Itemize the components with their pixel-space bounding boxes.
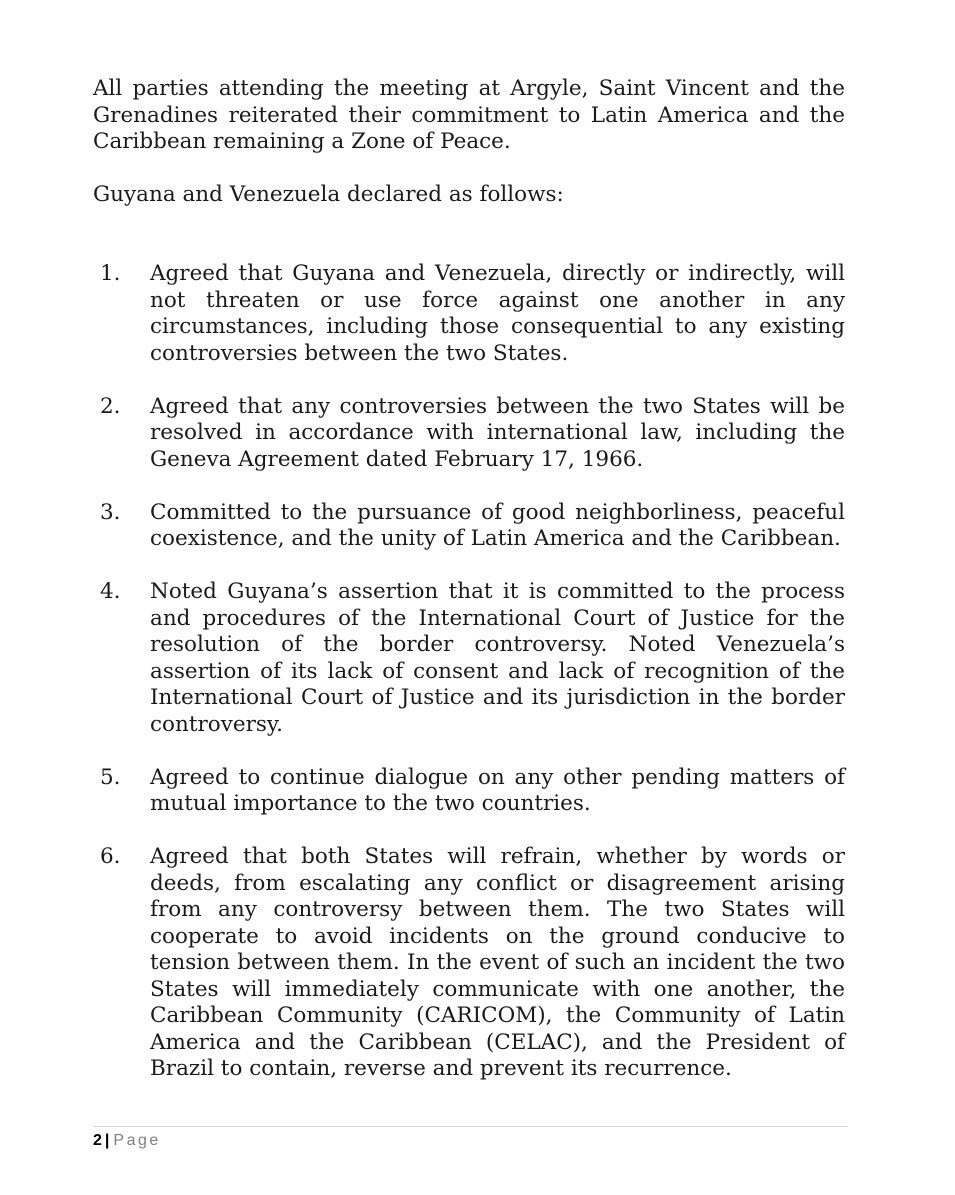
item-text: Agreed that any controversies between the two States will be resolved in accordance with international law, including the Geneva Agreement dated February 17, 1966. [150,393,845,472]
declaration-item-3 [93,500,845,553]
declaration-item-2 [93,394,845,474]
intro-paragraph: All parties attending the meeting at Argyle, Saint Vincent and the Grenadines reiterated their commitment to Latin America and the Caribbean remaining a Zone of Peace. [93,76,845,154]
item-text: Agreed that Guyana and Venezuela, directly or indirectly, will not threaten or use force against one another in any circumstances, including those consequential to any existing controversies between the two States. [150,261,845,366]
item-number: 2. [100,393,121,419]
document-body [93,76,845,1109]
declaration-item-6 [93,844,845,1083]
item-number: 3. [100,499,121,525]
item-text: Agreed that both States will refrain, whether by words or deeds, from escalating any conflict or disagreement arising from any controversy between them. The two States will cooperate to avoid incidents on the ground conducive to tension between them. In the event of such an incident the two States will immediately communicate with one another, the Caribbean Community (CARICOM), the Community of Latin America and the Caribbean (CELAC), and the President of Brazil to contain, reverse and prevent its recurrence. [150,844,845,1081]
item-number: 1. [100,261,121,286]
footer-divider [93,1126,848,1127]
item-text: Noted Guyana’s assertion that it is committed to the process and procedures of the International Court of Justice for the resolution of the border controversy. Noted Venezuela’s assertion of its lack of consent and lack of recognition of the International Court of Justice and its jurisdiction in the border controversy. [150,579,845,737]
declaration-item-1 [93,261,845,367]
page-footer [93,1130,161,1152]
item-text: Committed to the pursuance of good neighborliness, peaceful coexistence, and the unity of Latin America and the Caribbean. [150,499,845,551]
item-number: 5. [100,764,121,790]
item-number: 6. [100,844,121,869]
page-label: Page [113,1132,161,1149]
declaration-list [93,261,845,1083]
item-text: Agreed to continue dialogue on any other pending matters of mutual importance to the two countries. [150,764,845,816]
footer-separator: | [104,1132,110,1149]
declaration-item-4 [93,579,845,738]
declaration-item-5 [93,765,845,818]
declaration-lead: Guyana and Venezuela declared as follows: [93,181,564,207]
page-number: 2 [93,1132,102,1149]
item-number: 4. [100,579,121,604]
